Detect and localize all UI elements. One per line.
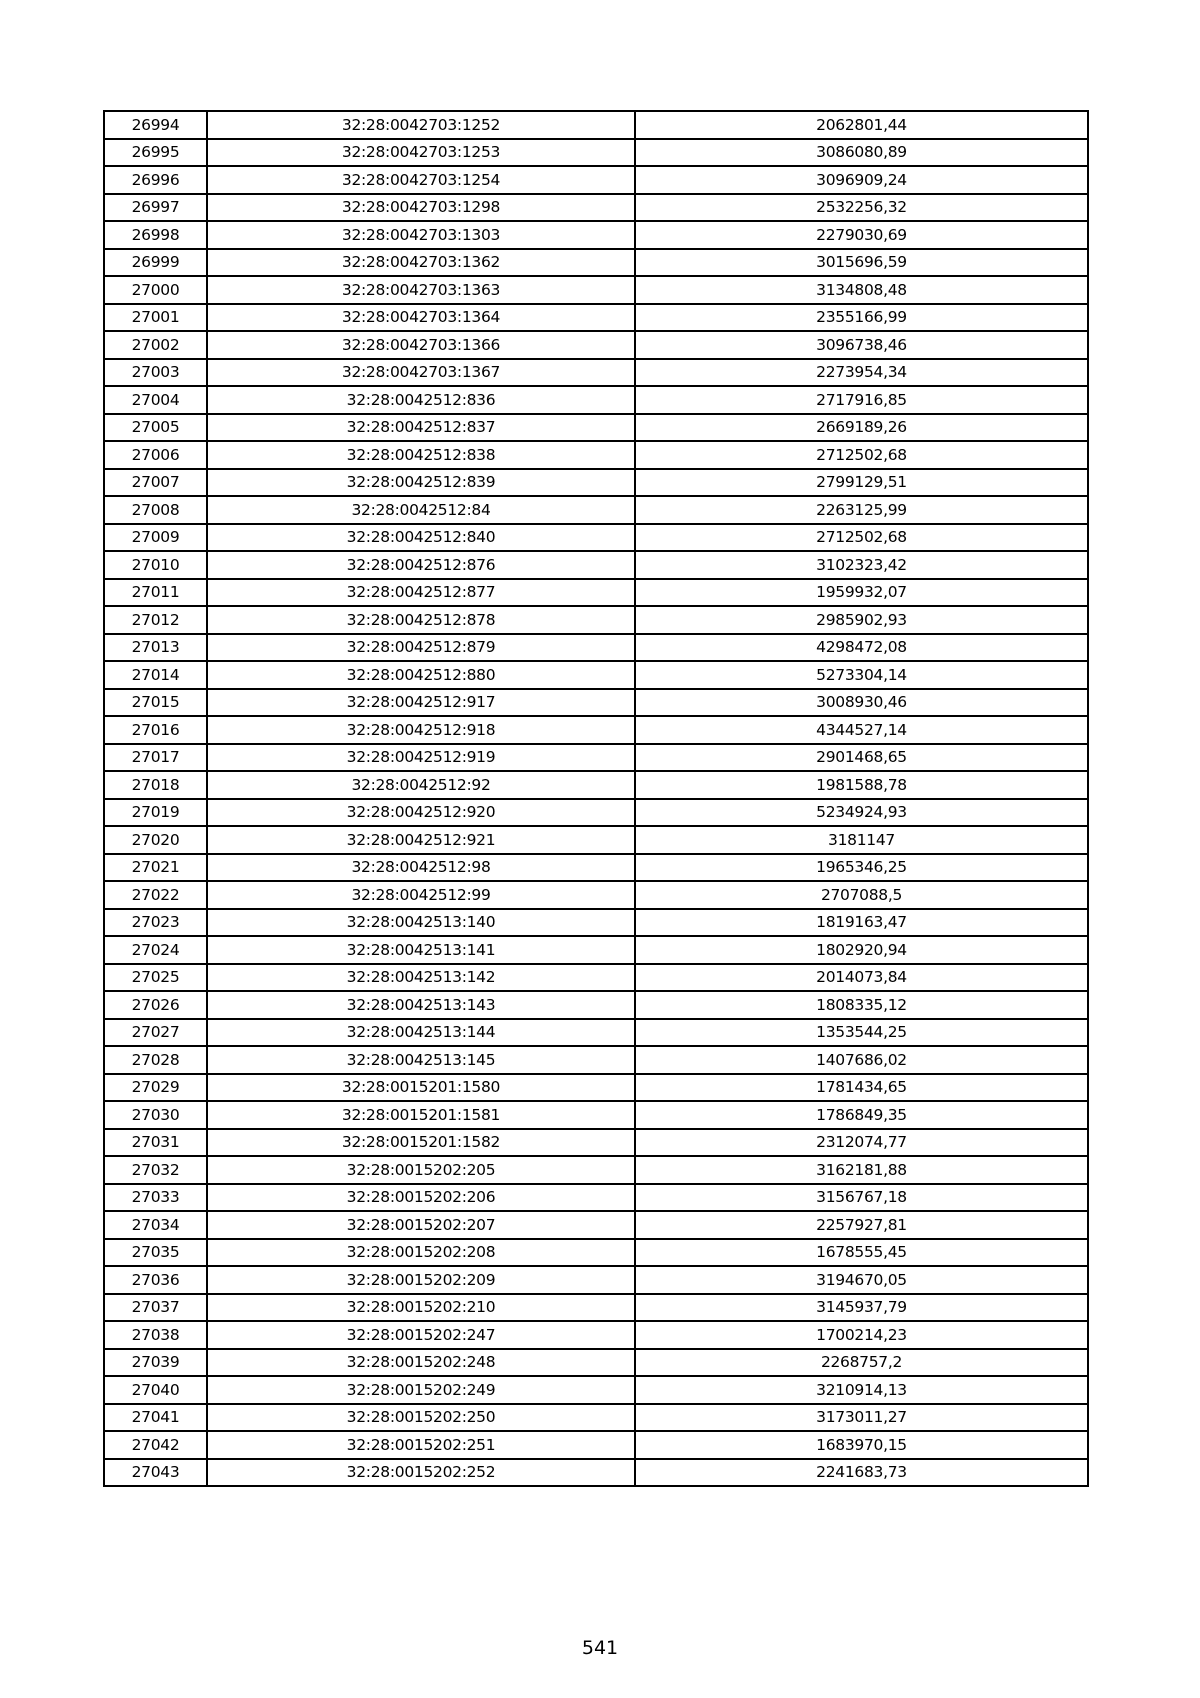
cadastral-number-cell: 32:28:0015202:247: [207, 1321, 635, 1349]
table-row: [104, 414, 1088, 442]
cadastral-value-cell: 2799129,51: [635, 469, 1088, 497]
cadastral-number-cell: 32:28:0042512:98: [207, 854, 635, 882]
table-row: [104, 991, 1088, 1019]
cadastral-number-cell: 32:28:0042512:878: [207, 606, 635, 634]
cadastral-value-cell: 4298472,08: [635, 634, 1088, 662]
cadastral-number-cell: 32:28:0042513:145: [207, 1046, 635, 1074]
cadastral-value-cell: 3162181,88: [635, 1156, 1088, 1184]
cadastral-value-cell: 3173011,27: [635, 1404, 1088, 1432]
cadastral-value-cell: 1786849,35: [635, 1101, 1088, 1129]
cadastral-number-cell: 32:28:0042703:1298: [207, 194, 635, 222]
cadastral-value-cell: 3134808,48: [635, 276, 1088, 304]
row-number-cell: 27029: [104, 1074, 207, 1102]
cadastral-number-cell: 32:28:0042703:1254: [207, 166, 635, 194]
row-number-cell: 27005: [104, 414, 207, 442]
row-number-cell: 27041: [104, 1404, 207, 1432]
table-row: [104, 551, 1088, 579]
table-row: [104, 469, 1088, 497]
row-number-cell: 27031: [104, 1129, 207, 1157]
row-number-cell: 27002: [104, 331, 207, 359]
row-number-cell: 26997: [104, 194, 207, 222]
cadastral-value-cell: 3145937,79: [635, 1294, 1088, 1322]
cadastral-number-cell: 32:28:0042512:920: [207, 799, 635, 827]
cadastral-value-cell: 2263125,99: [635, 496, 1088, 524]
cadastral-number-cell: 32:28:0042703:1253: [207, 139, 635, 167]
cadastral-number-cell: 32:28:0015202:205: [207, 1156, 635, 1184]
cadastral-value-cell: 2062801,44: [635, 111, 1088, 139]
table-row: [104, 716, 1088, 744]
cadastral-number-cell: 32:28:0042512:837: [207, 414, 635, 442]
table-row: [104, 1101, 1088, 1129]
table-row: [104, 964, 1088, 992]
row-number-cell: 27036: [104, 1266, 207, 1294]
cadastral-number-cell: 32:28:0042513:142: [207, 964, 635, 992]
row-number-cell: 27026: [104, 991, 207, 1019]
cadastral-value-table: [103, 110, 1089, 1487]
cadastral-number-cell: 32:28:0042512:917: [207, 689, 635, 717]
table-row: [104, 386, 1088, 414]
table-row: [104, 1129, 1088, 1157]
cadastral-value-cell: 2312074,77: [635, 1129, 1088, 1157]
row-number-cell: 27040: [104, 1376, 207, 1404]
row-number-cell: 27019: [104, 799, 207, 827]
table-row: [104, 194, 1088, 222]
cadastral-number-cell: 32:28:0042512:84: [207, 496, 635, 524]
table-row: [104, 524, 1088, 552]
row-number-cell: 27013: [104, 634, 207, 662]
table-row: [104, 1211, 1088, 1239]
table-row: [104, 1404, 1088, 1432]
cadastral-value-cell: 2985902,93: [635, 606, 1088, 634]
cadastral-number-cell: 32:28:0042703:1366: [207, 331, 635, 359]
cadastral-value-cell: 3102323,42: [635, 551, 1088, 579]
table-row: [104, 304, 1088, 332]
row-number-cell: 26995: [104, 139, 207, 167]
table-row: [104, 606, 1088, 634]
table-row: [104, 826, 1088, 854]
table-row: [104, 1349, 1088, 1377]
cadastral-number-cell: 32:28:0042703:1303: [207, 221, 635, 249]
cadastral-number-cell: 32:28:0015202:252: [207, 1459, 635, 1487]
table-row: [104, 579, 1088, 607]
row-number-cell: 27024: [104, 936, 207, 964]
cadastral-value-cell: 2279030,69: [635, 221, 1088, 249]
cadastral-value-cell: 3096738,46: [635, 331, 1088, 359]
table-row: [104, 936, 1088, 964]
table-row: [104, 689, 1088, 717]
cadastral-value-cell: 3156767,18: [635, 1184, 1088, 1212]
cadastral-value-cell: 2712502,68: [635, 441, 1088, 469]
row-number-cell: 27027: [104, 1019, 207, 1047]
cadastral-number-cell: 32:28:0015201:1580: [207, 1074, 635, 1102]
cadastral-number-cell: 32:28:0015202:249: [207, 1376, 635, 1404]
table-row: [104, 1074, 1088, 1102]
row-number-cell: 27003: [104, 359, 207, 387]
cadastral-number-cell: 32:28:0042703:1362: [207, 249, 635, 277]
table-row: [104, 1046, 1088, 1074]
cadastral-value-cell: 1407686,02: [635, 1046, 1088, 1074]
row-number-cell: 27007: [104, 469, 207, 497]
row-number-cell: 27020: [104, 826, 207, 854]
cadastral-value-cell: 3015696,59: [635, 249, 1088, 277]
cadastral-number-cell: 32:28:0015202:251: [207, 1431, 635, 1459]
cadastral-number-cell: 32:28:0042512:879: [207, 634, 635, 662]
cadastral-value-cell: 2712502,68: [635, 524, 1088, 552]
table-row: [104, 881, 1088, 909]
cadastral-number-cell: 32:28:0042512:840: [207, 524, 635, 552]
cadastral-number-cell: 32:28:0042703:1252: [207, 111, 635, 139]
table-row: [104, 1321, 1088, 1349]
table-row: [104, 1184, 1088, 1212]
cadastral-value-cell: 1678555,45: [635, 1239, 1088, 1267]
cadastral-value-cell: 3181147: [635, 826, 1088, 854]
cadastral-value-cell: 2268757,2: [635, 1349, 1088, 1377]
table-row: [104, 276, 1088, 304]
row-number-cell: 27028: [104, 1046, 207, 1074]
cadastral-value-cell: 2241683,73: [635, 1459, 1088, 1487]
table-row: [104, 1459, 1088, 1487]
cadastral-value-cell: 2901468,65: [635, 744, 1088, 772]
cadastral-value-cell: 2014073,84: [635, 964, 1088, 992]
table-body: [104, 111, 1088, 1486]
row-number-cell: 27042: [104, 1431, 207, 1459]
table-row: [104, 139, 1088, 167]
cadastral-value-cell: 2355166,99: [635, 304, 1088, 332]
row-number-cell: 27012: [104, 606, 207, 634]
table-row: [104, 799, 1088, 827]
cadastral-number-cell: 32:28:0042512:839: [207, 469, 635, 497]
row-number-cell: 27006: [104, 441, 207, 469]
table-row: [104, 634, 1088, 662]
cadastral-number-cell: 32:28:0042703:1363: [207, 276, 635, 304]
cadastral-value-cell: 1802920,94: [635, 936, 1088, 964]
cadastral-value-cell: 4344527,14: [635, 716, 1088, 744]
cadastral-number-cell: 32:28:0015201:1582: [207, 1129, 635, 1157]
row-number-cell: 27011: [104, 579, 207, 607]
cadastral-number-cell: 32:28:0042512:836: [207, 386, 635, 414]
cadastral-number-cell: 32:28:0042512:921: [207, 826, 635, 854]
row-number-cell: 27000: [104, 276, 207, 304]
row-number-cell: 27038: [104, 1321, 207, 1349]
cadastral-value-cell: 2273954,34: [635, 359, 1088, 387]
cadastral-value-cell: 3086080,89: [635, 139, 1088, 167]
cadastral-number-cell: 32:28:0015202:207: [207, 1211, 635, 1239]
cadastral-number-cell: 32:28:0015202:248: [207, 1349, 635, 1377]
table-row: [104, 111, 1088, 139]
row-number-cell: 26998: [104, 221, 207, 249]
cadastral-value-cell: 1781434,65: [635, 1074, 1088, 1102]
row-number-cell: 27022: [104, 881, 207, 909]
cadastral-value-cell: 3096909,24: [635, 166, 1088, 194]
cadastral-value-cell: 1700214,23: [635, 1321, 1088, 1349]
row-number-cell: 27034: [104, 1211, 207, 1239]
table-row: [104, 166, 1088, 194]
cadastral-value-cell: 2669189,26: [635, 414, 1088, 442]
row-number-cell: 27032: [104, 1156, 207, 1184]
cadastral-number-cell: 32:28:0015202:208: [207, 1239, 635, 1267]
cadastral-number-cell: 32:28:0042512:918: [207, 716, 635, 744]
cadastral-number-cell: 32:28:0015202:209: [207, 1266, 635, 1294]
cadastral-number-cell: 32:28:0042512:838: [207, 441, 635, 469]
table-row: [104, 221, 1088, 249]
table-row: [104, 661, 1088, 689]
table-row: [104, 441, 1088, 469]
row-number-cell: 27009: [104, 524, 207, 552]
table-row: [104, 1266, 1088, 1294]
cadastral-number-cell: 32:28:0042512:876: [207, 551, 635, 579]
cadastral-number-cell: 32:28:0015201:1581: [207, 1101, 635, 1129]
cadastral-number-cell: 32:28:0042513:140: [207, 909, 635, 937]
cadastral-value-cell: 3210914,13: [635, 1376, 1088, 1404]
row-number-cell: 27016: [104, 716, 207, 744]
row-number-cell: 27025: [104, 964, 207, 992]
table-row: [104, 1431, 1088, 1459]
table-row: [104, 331, 1088, 359]
cadastral-number-cell: 32:28:0042512:919: [207, 744, 635, 772]
cadastral-number-cell: 32:28:0042512:99: [207, 881, 635, 909]
table-row: [104, 909, 1088, 937]
table-row: [104, 854, 1088, 882]
cadastral-value-cell: 1683970,15: [635, 1431, 1088, 1459]
cadastral-number-cell: 32:28:0042703:1364: [207, 304, 635, 332]
table-row: [104, 1239, 1088, 1267]
table-row: [104, 496, 1088, 524]
row-number-cell: 27010: [104, 551, 207, 579]
row-number-cell: 27017: [104, 744, 207, 772]
cadastral-value-cell: 3194670,05: [635, 1266, 1088, 1294]
cadastral-number-cell: 32:28:0042513:143: [207, 991, 635, 1019]
cadastral-value-cell: 3008930,46: [635, 689, 1088, 717]
row-number-cell: 27021: [104, 854, 207, 882]
cadastral-number-cell: 32:28:0042513:144: [207, 1019, 635, 1047]
cadastral-number-cell: 32:28:0015202:210: [207, 1294, 635, 1322]
row-number-cell: 27001: [104, 304, 207, 332]
table-row: [104, 1294, 1088, 1322]
cadastral-value-cell: 1808335,12: [635, 991, 1088, 1019]
row-number-cell: 27037: [104, 1294, 207, 1322]
row-number-cell: 26999: [104, 249, 207, 277]
cadastral-number-cell: 32:28:0015202:250: [207, 1404, 635, 1432]
cadastral-number-cell: 32:28:0042512:92: [207, 771, 635, 799]
cadastral-value-cell: 5273304,14: [635, 661, 1088, 689]
cadastral-value-cell: 5234924,93: [635, 799, 1088, 827]
cadastral-number-cell: 32:28:0042512:880: [207, 661, 635, 689]
cadastral-value-cell: 1819163,47: [635, 909, 1088, 937]
cadastral-value-cell: 2257927,81: [635, 1211, 1088, 1239]
row-number-cell: 27018: [104, 771, 207, 799]
row-number-cell: 27004: [104, 386, 207, 414]
cadastral-value-cell: 1959932,07: [635, 579, 1088, 607]
cadastral-value-cell: 2707088,5: [635, 881, 1088, 909]
cadastral-value-cell: 2717916,85: [635, 386, 1088, 414]
page-number: 541: [581, 1637, 619, 1659]
row-number-cell: 27014: [104, 661, 207, 689]
table-row: [104, 249, 1088, 277]
cadastral-number-cell: 32:28:0015202:206: [207, 1184, 635, 1212]
table-row: [104, 1156, 1088, 1184]
cadastral-value-cell: 1981588,78: [635, 771, 1088, 799]
table-row: [104, 1376, 1088, 1404]
table-row: [104, 744, 1088, 772]
cadastral-number-cell: 32:28:0042513:141: [207, 936, 635, 964]
cadastral-value-cell: 1965346,25: [635, 854, 1088, 882]
row-number-cell: 27039: [104, 1349, 207, 1377]
cadastral-value-cell: 1353544,25: [635, 1019, 1088, 1047]
row-number-cell: 27035: [104, 1239, 207, 1267]
table-row: [104, 771, 1088, 799]
row-number-cell: 27033: [104, 1184, 207, 1212]
table-row: [104, 1019, 1088, 1047]
cadastral-number-cell: 32:28:0042703:1367: [207, 359, 635, 387]
row-number-cell: 27015: [104, 689, 207, 717]
row-number-cell: 27008: [104, 496, 207, 524]
cadastral-value-cell: 2532256,32: [635, 194, 1088, 222]
cadastral-number-cell: 32:28:0042512:877: [207, 579, 635, 607]
row-number-cell: 26994: [104, 111, 207, 139]
table-row: [104, 359, 1088, 387]
row-number-cell: 26996: [104, 166, 207, 194]
row-number-cell: 27030: [104, 1101, 207, 1129]
row-number-cell: 27043: [104, 1459, 207, 1487]
row-number-cell: 27023: [104, 909, 207, 937]
